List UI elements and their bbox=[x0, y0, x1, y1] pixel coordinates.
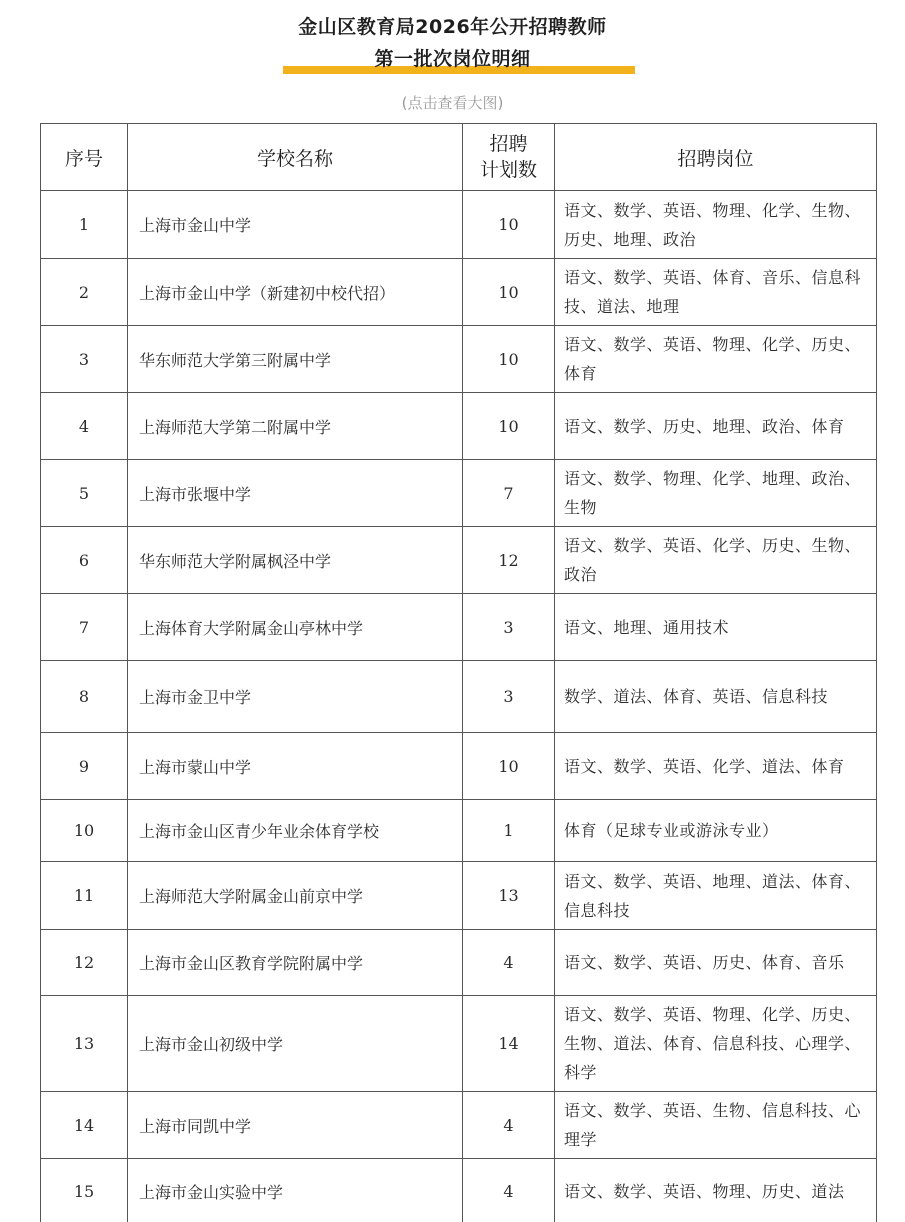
row-positions: 语文、数学、英语、物理、化学、历史、生物、道法、体育、信息科技、心理学、科学 bbox=[555, 996, 877, 1092]
table-row bbox=[41, 733, 877, 800]
table-row bbox=[41, 1092, 877, 1159]
row-index: 14 bbox=[41, 1092, 128, 1159]
row-positions: 语文、数学、英语、地理、道法、体育、信息科技 bbox=[555, 862, 877, 930]
row-index: 1 bbox=[41, 191, 128, 259]
row-index: 13 bbox=[41, 996, 128, 1092]
row-positions: 语文、数学、历史、地理、政治、体育 bbox=[555, 393, 877, 460]
row-index: 12 bbox=[41, 930, 128, 996]
header-school: 学校名称 bbox=[128, 124, 463, 191]
table-row bbox=[41, 191, 877, 259]
positions-table-container bbox=[40, 123, 877, 1222]
row-positions: 语文、数学、英语、生物、信息科技、心理学 bbox=[555, 1092, 877, 1159]
row-index: 10 bbox=[41, 800, 128, 862]
row-school-name: 上海市金山区教育学院附属中学 bbox=[128, 930, 463, 996]
header-index: 序号 bbox=[41, 124, 128, 191]
row-school-name: 华东师范大学第三附属中学 bbox=[128, 326, 463, 393]
table-row bbox=[41, 393, 877, 460]
table-row bbox=[41, 930, 877, 996]
row-school-name: 上海市张堰中学 bbox=[128, 460, 463, 527]
row-plan-count: 4 bbox=[463, 930, 555, 996]
row-plan-count: 10 bbox=[463, 326, 555, 393]
row-positions: 数学、道法、体育、英语、信息科技 bbox=[555, 661, 877, 733]
page-subtitle: 第一批次岗位明细 bbox=[374, 48, 531, 70]
row-plan-count: 4 bbox=[463, 1092, 555, 1159]
row-index: 11 bbox=[41, 862, 128, 930]
header bbox=[0, 0, 905, 120]
table-row bbox=[41, 661, 877, 733]
row-positions: 语文、数学、英语、物理、历史、道法 bbox=[555, 1159, 877, 1222]
page-title: 金山区教育局2026年公开招聘教师 bbox=[298, 16, 607, 38]
row-plan-count: 10 bbox=[463, 259, 555, 326]
row-school-name: 上海市同凯中学 bbox=[128, 1092, 463, 1159]
table-row bbox=[41, 527, 877, 594]
row-plan-count: 10 bbox=[463, 393, 555, 460]
row-plan-count: 13 bbox=[463, 862, 555, 930]
table-row bbox=[41, 326, 877, 393]
row-school-name: 上海市金山实验中学 bbox=[128, 1159, 463, 1222]
row-index: 2 bbox=[41, 259, 128, 326]
row-index: 3 bbox=[41, 326, 128, 393]
row-positions: 语文、数学、物理、化学、地理、政治、生物 bbox=[555, 460, 877, 527]
row-plan-count: 10 bbox=[463, 733, 555, 800]
row-school-name: 华东师范大学附属枫泾中学 bbox=[128, 527, 463, 594]
row-school-name: 上海市金山中学 bbox=[128, 191, 463, 259]
row-positions: 语文、地理、通用技术 bbox=[555, 594, 877, 661]
table-header-row bbox=[41, 124, 877, 191]
header-posts: 招聘岗位 bbox=[555, 124, 877, 191]
row-index: 7 bbox=[41, 594, 128, 661]
row-positions: 语文、数学、英语、物理、化学、生物、历史、地理、政治 bbox=[555, 191, 877, 259]
row-school-name: 上海师范大学附属金山前京中学 bbox=[128, 862, 463, 930]
row-plan-count: 7 bbox=[463, 460, 555, 527]
row-school-name: 上海市金卫中学 bbox=[128, 661, 463, 733]
positions-table bbox=[40, 123, 877, 1222]
row-index: 4 bbox=[41, 393, 128, 460]
row-school-name: 上海市金山区青少年业余体育学校 bbox=[128, 800, 463, 862]
row-school-name: 上海市金山初级中学 bbox=[128, 996, 463, 1092]
table-body bbox=[41, 191, 877, 1222]
row-plan-count: 14 bbox=[463, 996, 555, 1092]
table-row bbox=[41, 1159, 877, 1222]
row-positions: 语文、数学、英语、历史、体育、音乐 bbox=[555, 930, 877, 996]
row-positions: 语文、数学、英语、体育、音乐、信息科技、道法、地理 bbox=[555, 259, 877, 326]
header-plan-line2: 计划数 bbox=[479, 159, 537, 181]
row-positions: 体育（足球专业或游泳专业） bbox=[555, 800, 877, 862]
row-plan-count: 10 bbox=[463, 191, 555, 259]
row-school-name: 上海市蒙山中学 bbox=[128, 733, 463, 800]
table-row bbox=[41, 996, 877, 1092]
header-plan-line1: 招聘 bbox=[489, 133, 528, 155]
row-index: 5 bbox=[41, 460, 128, 527]
row-index: 9 bbox=[41, 733, 128, 800]
row-school-name: 上海体育大学附属金山亭林中学 bbox=[128, 594, 463, 661]
row-index: 6 bbox=[41, 527, 128, 594]
table-row bbox=[41, 862, 877, 930]
table-row bbox=[41, 259, 877, 326]
table-row bbox=[41, 460, 877, 527]
row-school-name: 上海市金山中学（新建初中校代招） bbox=[128, 259, 463, 326]
row-index: 15 bbox=[41, 1159, 128, 1222]
row-plan-count: 12 bbox=[463, 527, 555, 594]
row-school-name: 上海师范大学第二附属中学 bbox=[128, 393, 463, 460]
row-plan-count: 4 bbox=[463, 1159, 555, 1222]
view-large-image-hint[interactable]: (点击查看大图) bbox=[401, 94, 504, 112]
header-plan bbox=[463, 124, 555, 191]
row-positions: 语文、数学、英语、化学、道法、体育 bbox=[555, 733, 877, 800]
row-positions: 语文、数学、英语、物理、化学、历史、体育 bbox=[555, 326, 877, 393]
row-index: 8 bbox=[41, 661, 128, 733]
row-positions: 语文、数学、英语、化学、历史、生物、政治 bbox=[555, 527, 877, 594]
table-row bbox=[41, 594, 877, 661]
row-plan-count: 1 bbox=[463, 800, 555, 862]
row-plan-count: 3 bbox=[463, 661, 555, 733]
table-row bbox=[41, 800, 877, 862]
row-plan-count: 3 bbox=[463, 594, 555, 661]
